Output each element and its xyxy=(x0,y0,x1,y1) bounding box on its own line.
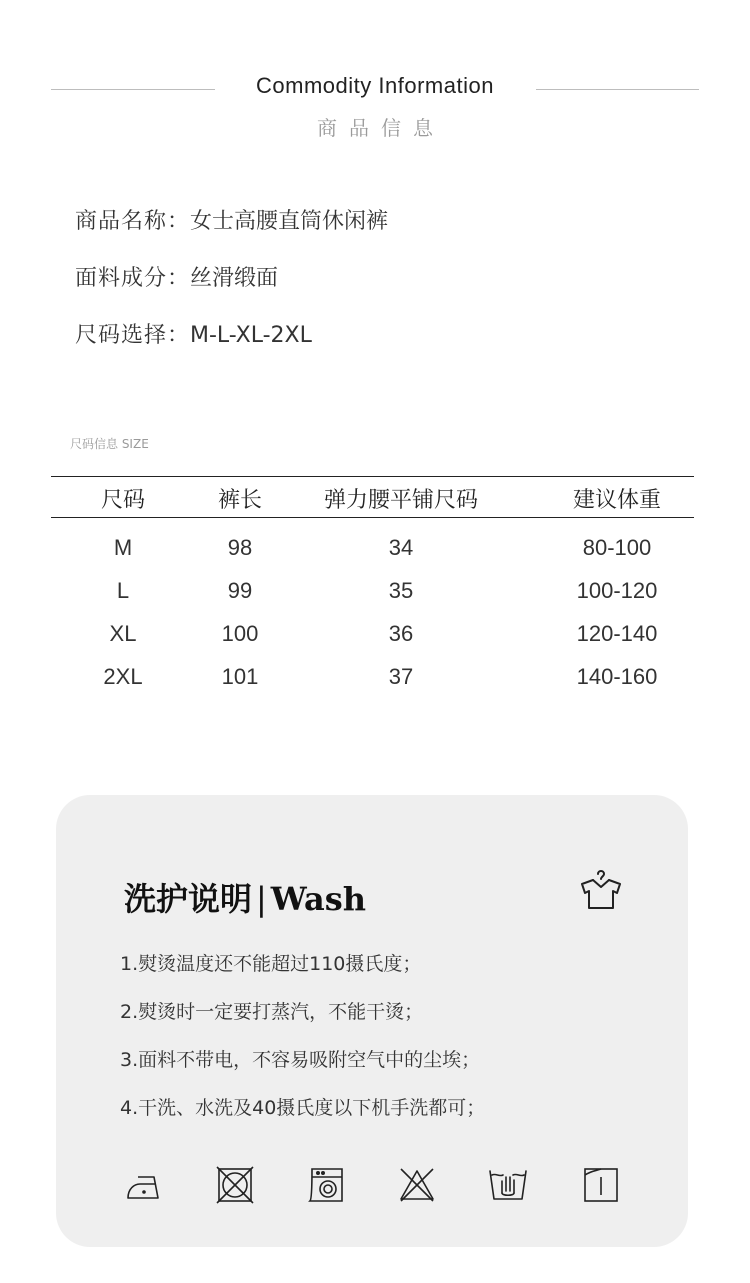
header-cell-weight: 建议体重 xyxy=(572,487,662,512)
header-divider-right xyxy=(536,89,699,90)
table-header-rule xyxy=(51,517,694,518)
wash-instructions-card xyxy=(56,795,688,1247)
table-cell: 36 xyxy=(388,621,414,646)
size-table-caption: 尺码信息 SIZE xyxy=(70,437,149,451)
section-subtitle: 商品信息 xyxy=(317,116,445,140)
do-not-tumble-dry-icon xyxy=(215,1165,255,1205)
fabric-value: 丝滑缎面 xyxy=(190,266,279,291)
wash-note: 3.面料不带电，不容易吸附空气中的尘埃； xyxy=(120,1049,481,1071)
table-cell: 140-160 xyxy=(576,664,658,689)
table-cell: 100-120 xyxy=(576,578,658,603)
table-cell: L xyxy=(116,578,130,603)
wash-note: 4.干洗、水洗及40摄氏度以下机手洗都可； xyxy=(120,1097,486,1119)
product-name-label: 商品名称： xyxy=(75,209,191,234)
line-dry-icon xyxy=(581,1165,621,1205)
table-cell: XL xyxy=(109,621,137,646)
machine-wash-icon xyxy=(306,1165,346,1205)
size-select-value: M-L-XL-2XL xyxy=(190,323,312,348)
header-cell-length: 裤长 xyxy=(217,487,263,512)
do-not-bleach-icon xyxy=(397,1165,437,1205)
header-cell-waist: 弹力腰平铺尺码 xyxy=(323,487,479,512)
wash-title xyxy=(124,874,366,920)
wash-note: 1.熨烫温度还不能超过110摄氏度； xyxy=(120,953,422,975)
header-cell-size: 尺码 xyxy=(100,487,146,512)
iron-low-heat-icon xyxy=(124,1165,164,1205)
table-cell: M xyxy=(113,535,133,560)
table-cell: 34 xyxy=(388,535,414,560)
table-cell: 98 xyxy=(227,535,253,560)
table-cell: 80-100 xyxy=(582,535,652,560)
wash-note: 2.熨烫时一定要打蒸汽，不能干烫； xyxy=(120,1001,424,1023)
wash-title-cn: 洗护说明 xyxy=(124,880,253,918)
shirt-hanger-icon xyxy=(578,867,624,913)
table-cell: 100 xyxy=(221,621,259,646)
table-cell: 35 xyxy=(388,578,414,603)
table-cell: 37 xyxy=(388,664,414,689)
fabric-label: 面料成分： xyxy=(75,266,191,291)
wash-title-en: Wash xyxy=(270,880,366,918)
product-name-value: 女士高腰直筒休闲裤 xyxy=(190,209,389,234)
size-select-row xyxy=(75,318,312,349)
hand-wash-icon xyxy=(488,1165,528,1205)
table-cell: 101 xyxy=(221,664,259,689)
product-name-row xyxy=(75,204,388,235)
section-title: Commodity Information xyxy=(256,73,494,98)
header-divider-left xyxy=(51,89,215,90)
table-cell: 120-140 xyxy=(576,621,658,646)
table-cell: 2XL xyxy=(103,664,143,689)
fabric-row xyxy=(75,261,278,292)
size-select-label: 尺码选择： xyxy=(75,323,191,348)
table-cell: 99 xyxy=(227,578,253,603)
table-top-rule xyxy=(51,476,694,477)
wash-title-separator: | xyxy=(256,880,267,918)
